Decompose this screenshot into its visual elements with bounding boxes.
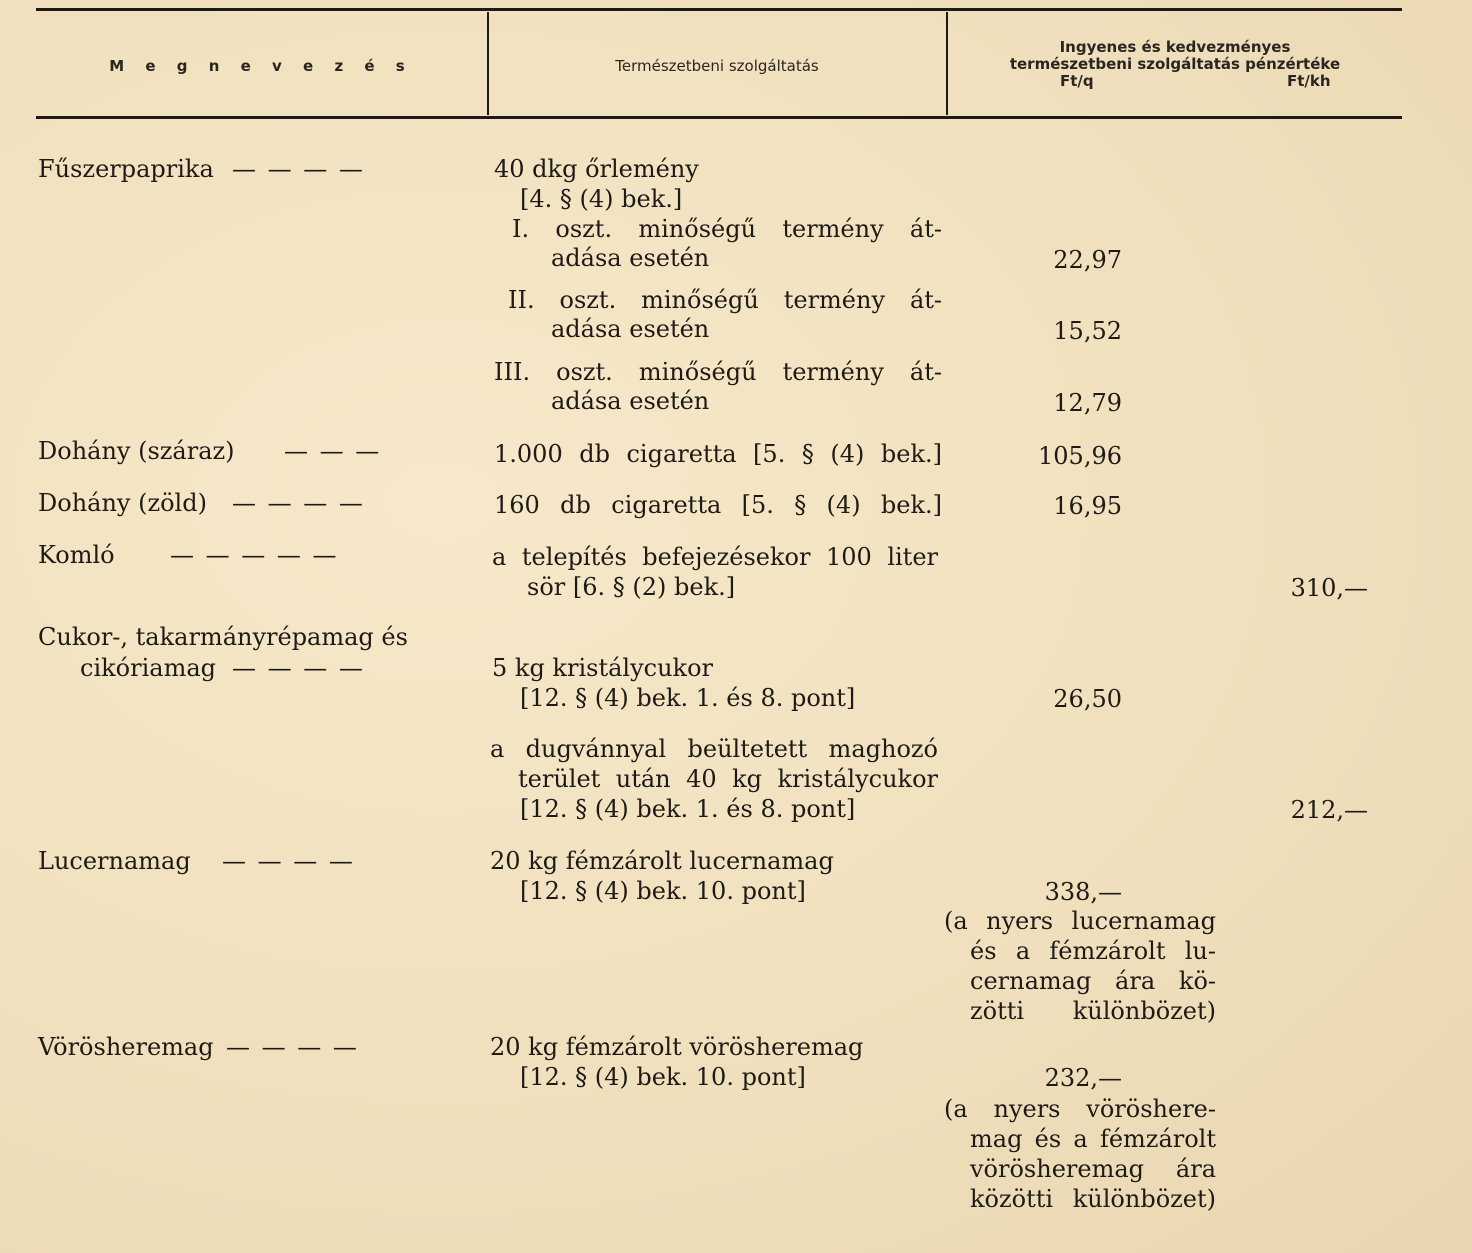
header-col-value-line1: Ingyenes és kedvezményes bbox=[1059, 38, 1291, 56]
row-name-vorosheremag: Vörösheremag bbox=[38, 1033, 214, 1061]
service-line: [12. § (4) bek. 10. pont] bbox=[520, 1063, 806, 1091]
service-line: [12. § (4) bek. 10. pont] bbox=[520, 877, 806, 905]
value-ft-q: 16,95 bbox=[1053, 492, 1122, 520]
row-name-dohany-szaraz: Dohány (száraz) bbox=[38, 437, 235, 465]
row-name-cikoriamag: cikóriamag bbox=[80, 654, 216, 682]
price-note: (a nyers vöröshere- mag és a fémzárolt vörösheremag ára közötti különbözet) bbox=[944, 1095, 1216, 1213]
value-ft-q: 12,79 bbox=[1053, 389, 1122, 417]
service-line: a telepítés befejezésekor 100 liter bbox=[492, 543, 938, 571]
sub-line: adása esetén bbox=[551, 244, 710, 272]
value-ft-q: 15,52 bbox=[1053, 317, 1122, 345]
leader-dashes: — — — — bbox=[232, 654, 365, 682]
value-ft-q: 22,97 bbox=[1053, 246, 1122, 274]
service-line: [12. § (4) bek. 1. és 8. pont] bbox=[520, 684, 856, 712]
service-line: 20 kg fémzárolt vörösheremag bbox=[490, 1033, 864, 1061]
service-line: 1.000 db cigaretta [5. § (4) bek.] bbox=[494, 440, 942, 468]
value-ft-q: 105,96 bbox=[1038, 442, 1122, 470]
value-ft-q: 232,— bbox=[1044, 1064, 1122, 1092]
service-line: [12. § (4) bek. 1. és 8. pont] bbox=[520, 795, 856, 823]
leader-dashes: — — — — bbox=[232, 155, 365, 183]
sub-line: adása esetén bbox=[551, 315, 710, 343]
sub-line: I. oszt. minőségű termény át- bbox=[512, 215, 942, 243]
leader-dashes: — — — — bbox=[222, 847, 355, 875]
sub-line: II. oszt. minőségű termény át- bbox=[508, 286, 942, 314]
service-line: 5 kg kristálycukor bbox=[492, 654, 713, 682]
service-line: sör [6. § (2) bek.] bbox=[527, 573, 736, 601]
row-name-dohany-zold: Dohány (zöld) bbox=[38, 489, 207, 517]
header-col-value bbox=[950, 39, 1400, 90]
service-line: 20 kg fémzárolt lucernamag bbox=[490, 847, 834, 875]
header-unit-ft-q: Ft/q bbox=[1060, 72, 1094, 90]
leader-dashes: — — — — bbox=[226, 1033, 359, 1061]
header-col-value-line2: természetbeni szolgáltatás pénzértéke bbox=[1009, 55, 1341, 73]
sub-line: III. oszt. minőségű termény át- bbox=[494, 358, 942, 386]
service-line: [4. § (4) bek.] bbox=[520, 185, 683, 213]
value-ft-q: 338,— bbox=[1044, 878, 1122, 906]
header-unit-ft-kh: Ft/kh bbox=[1287, 72, 1331, 90]
sub-line: adása esetén bbox=[551, 387, 710, 415]
service-line: 160 db cigaretta [5. § (4) bek.] bbox=[494, 491, 942, 519]
header-col-service: Természetbeni szolgáltatás bbox=[615, 57, 819, 75]
header-bottom-rule bbox=[36, 116, 1402, 119]
header-col-name: M e g n e v e z é s bbox=[109, 57, 413, 75]
leader-dashes: — — — bbox=[284, 437, 382, 465]
row-name-cukor: Cukor-, takarmányrépamag és bbox=[38, 623, 408, 651]
value-ft-kh: 212,— bbox=[1290, 796, 1368, 824]
row-name-komlo: Komló bbox=[38, 541, 115, 569]
service-line: terület után 40 kg kristálycukor bbox=[518, 765, 938, 793]
row-name-lucernamag: Lucernamag bbox=[38, 847, 191, 875]
value-ft-kh: 310,— bbox=[1290, 574, 1368, 602]
leader-dashes: — — — — — bbox=[170, 541, 339, 569]
top-rule bbox=[36, 8, 1402, 11]
leader-dashes: — — — — bbox=[232, 489, 365, 517]
row-name-fuszerpaprika: Fűszerpaprika bbox=[38, 155, 214, 183]
header-divider-2 bbox=[946, 12, 948, 115]
price-note: (a nyers lucernamag és a fémzárolt lu- cernamag ára kö- zötti különbözet) bbox=[944, 907, 1216, 1025]
service-line: a dugvánnyal beültetett maghozó bbox=[490, 735, 938, 763]
service-line: 40 dkg őrlemény bbox=[494, 155, 699, 183]
value-ft-q: 26,50 bbox=[1053, 685, 1122, 713]
